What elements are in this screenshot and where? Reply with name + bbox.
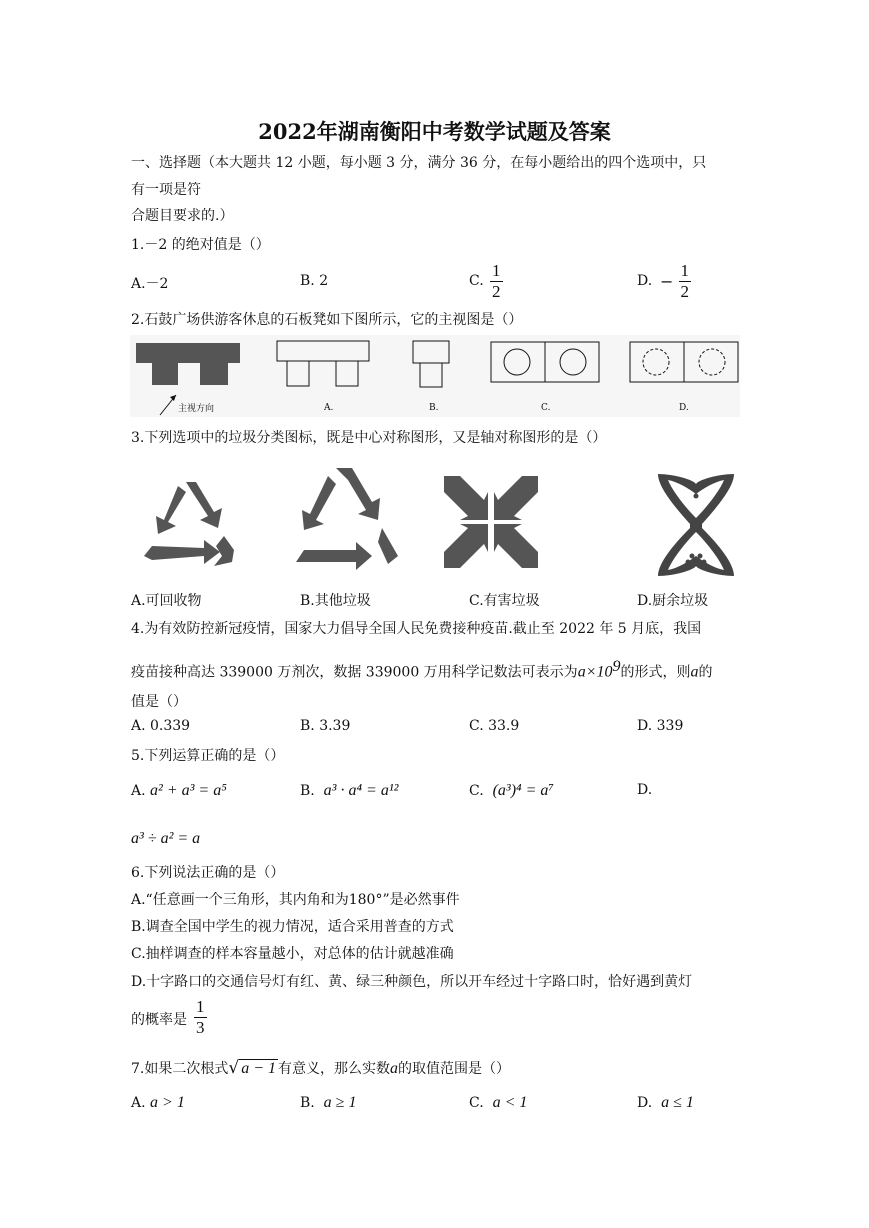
q1-option-b: B. 2 bbox=[300, 273, 329, 289]
q5-option-b bbox=[300, 782, 398, 800]
q5-option-d-expr: a³ ÷ a² = a bbox=[131, 830, 201, 847]
q4-exponent: 9 bbox=[612, 658, 621, 675]
q7-option-c-expr: a < 1 bbox=[492, 1094, 528, 1111]
triangle-arrow-bottom bbox=[296, 542, 372, 570]
other-waste-icon bbox=[292, 466, 402, 578]
q6-option-d-line1: D.十字路口的交通信号灯有红、黄、绿三种颜色，所以开车经过十字路口时，恰好遇到黄灯 bbox=[131, 974, 693, 990]
direction-arrow-head bbox=[170, 395, 176, 401]
q4-option-d: D. 339 bbox=[637, 718, 684, 734]
fraction-denominator: 3 bbox=[196, 1018, 205, 1037]
q6-option-d-line2: 的概率是 bbox=[131, 1012, 187, 1028]
section-header-line1: 一、选择题（本大题共 12 小题，每小题 3 分，满分 36 分，在每小题给出的四个选项中，只 bbox=[131, 155, 707, 171]
q2-option-a-figure bbox=[276, 340, 371, 390]
top-block bbox=[413, 341, 449, 363]
q6-stem: 6.下列说法正确的是（） bbox=[131, 865, 285, 881]
left-circle bbox=[504, 349, 530, 375]
q4-line3: 值是（） bbox=[131, 694, 187, 710]
right-circle bbox=[560, 349, 586, 375]
dot bbox=[702, 560, 707, 565]
q7-option-d-label: D. bbox=[637, 1095, 653, 1111]
q2-direction-label: 主视方向 bbox=[178, 404, 215, 414]
q6-option-b: B.调查全国中学生的视力情况，适合采用普查的方式 bbox=[131, 919, 454, 935]
q7-variable: a bbox=[390, 1060, 398, 1077]
q4-line2 bbox=[131, 657, 712, 683]
recycle-arrow-right bbox=[186, 482, 222, 528]
dot bbox=[694, 486, 699, 491]
q2-option-d-label: D. bbox=[679, 403, 689, 413]
q5-option-c bbox=[469, 782, 554, 800]
q3-option-d: D.厨余垃圾 bbox=[637, 593, 709, 609]
dot bbox=[698, 554, 703, 559]
q7-stem bbox=[131, 1058, 510, 1079]
triangle-arrow-left bbox=[302, 476, 336, 530]
q5-option-b-label: B. bbox=[300, 783, 315, 799]
bench-shape bbox=[136, 343, 240, 385]
recycle-icon bbox=[138, 476, 244, 576]
q5-option-d bbox=[131, 828, 200, 848]
fraction-numerator: 1 bbox=[492, 261, 501, 280]
q4-line2-pre: 疫苗接种高达 339000 万剂次，数据 339000 万用科学记数法可表示为 bbox=[131, 664, 578, 681]
q7-option-a-expr: a > 1 bbox=[150, 1094, 185, 1111]
dot bbox=[694, 494, 699, 499]
arrow-top-right bbox=[494, 476, 538, 520]
fraction-numerator: 1 bbox=[680, 261, 689, 280]
q5-option-c-label: C. bbox=[469, 783, 484, 799]
arrow-top-left bbox=[444, 476, 488, 520]
minus-sign: − bbox=[660, 272, 674, 291]
q3-option-b: B.其他垃圾 bbox=[300, 593, 371, 609]
q4-line1: 4.为有效防控新冠疫情，国家大力倡导全国人民免费接种疫苗.截止至 2022 年 5 月底，我国 bbox=[131, 621, 702, 637]
q7-stem-post: 的取值范围是（） bbox=[398, 1061, 510, 1077]
arrow-bottom-left bbox=[444, 524, 488, 568]
dot bbox=[686, 560, 691, 565]
recycle-arrow-left bbox=[156, 486, 186, 534]
dot bbox=[690, 554, 695, 559]
q3-stem: 3.下列选项中的垃圾分类图标，既是中心对称图形，又是轴对称图形的是（） bbox=[131, 430, 607, 446]
q7-option-c bbox=[469, 1094, 527, 1112]
q5-option-a-expr: a² + a³ = a⁵ bbox=[150, 782, 227, 799]
q7-option-d-expr: a ≤ 1 bbox=[661, 1094, 694, 1111]
right-leg bbox=[336, 361, 358, 386]
sqrt-icon: √ bbox=[228, 1058, 240, 1078]
arrow-bottom-right bbox=[494, 524, 538, 568]
q2-option-b-label: B. bbox=[429, 403, 439, 413]
left-dashed-circle bbox=[643, 349, 669, 375]
q2-option-a-label: A. bbox=[324, 403, 334, 413]
section-header-line2: 有一项是符 bbox=[131, 182, 201, 198]
q7-stem-pre: 7.如果二次根式 bbox=[131, 1061, 229, 1077]
q6-option-a: A.“任意画一个三角形，其内角和为180°”是必然事件 bbox=[131, 892, 460, 908]
q5-stem: 5.下列运算正确的是（） bbox=[131, 748, 285, 764]
left-leg bbox=[287, 361, 309, 386]
q2-option-b-figure bbox=[412, 340, 452, 390]
q6-option-d-fraction bbox=[194, 997, 207, 1038]
q1-option-a: A.－2 bbox=[131, 276, 169, 292]
q1-stem: 1.－2 的绝对值是（） bbox=[131, 237, 270, 253]
q7-radicand: a − 1 bbox=[241, 1060, 276, 1077]
q1-option-c-fraction bbox=[490, 261, 503, 302]
q5-option-a-label: A. bbox=[131, 783, 146, 799]
q2-stem: 2.石鼓广场供游客休息的石板凳如下图所示，它的主视图是（） bbox=[131, 312, 523, 328]
q3-option-c: C.有害垃圾 bbox=[469, 593, 540, 609]
fraction-numerator: 1 bbox=[196, 997, 205, 1016]
top-slab bbox=[277, 341, 369, 361]
q7-option-b bbox=[300, 1094, 356, 1112]
q5-option-a bbox=[131, 782, 227, 800]
q4-variable: a bbox=[690, 663, 699, 681]
q7-option-b-label: B. bbox=[300, 1095, 315, 1111]
q5-option-c-expr: (a³)⁴ = a⁷ bbox=[492, 782, 554, 799]
q6-option-c: C.抽样调查的样本容量越小，对总体的估计就越准确 bbox=[131, 946, 454, 962]
q1-option-c-label: C. bbox=[469, 273, 484, 289]
q2-option-c-figure bbox=[490, 341, 602, 385]
q4-option-b: B. 3.39 bbox=[300, 718, 351, 734]
right-dashed-circle bbox=[699, 349, 725, 375]
q5-option-d-label: D. bbox=[637, 782, 653, 798]
fraction-denominator: 2 bbox=[680, 282, 689, 301]
kitchen-waste-icon bbox=[654, 470, 738, 580]
q7-stem-mid: 有意义，那么实数 bbox=[278, 1061, 390, 1077]
q1-option-d-label: D. bbox=[637, 273, 653, 289]
q4-option-c: C. 33.9 bbox=[469, 718, 520, 734]
q7-option-c-label: C. bbox=[469, 1095, 484, 1111]
q7-option-a-label: A. bbox=[131, 1095, 146, 1111]
q4-line2-mid: 的形式，则 bbox=[620, 664, 691, 681]
q7-option-b-expr: a ≥ 1 bbox=[323, 1094, 357, 1111]
q4-option-a: A. 0.339 bbox=[131, 718, 191, 734]
q5-option-b-expr: a³ · a⁴ = a¹² bbox=[323, 782, 399, 799]
triangle-arrow-corner bbox=[378, 528, 398, 564]
q2-option-d-figure bbox=[629, 341, 741, 385]
fraction-denominator: 2 bbox=[492, 282, 501, 301]
q2-option-c-label: C. bbox=[541, 403, 551, 413]
hazardous-waste-icon bbox=[440, 472, 542, 572]
q4-line2-post: 的 bbox=[698, 664, 713, 681]
triangle-arrow-right bbox=[336, 468, 380, 520]
q7-option-a bbox=[131, 1094, 185, 1112]
q7-option-d bbox=[637, 1094, 694, 1112]
q1-option-d-fraction bbox=[660, 261, 691, 302]
recycle-arrow-bottom bbox=[144, 540, 220, 564]
leg-block bbox=[420, 363, 442, 387]
q4-expression: a×10 bbox=[577, 663, 613, 681]
q3-option-a: A.可回收物 bbox=[131, 593, 202, 609]
section-header-line3: 合题目要求的.） bbox=[131, 208, 234, 224]
dot bbox=[694, 560, 699, 565]
page-title: 2022年湖南衡阳中考数学试题及答案 bbox=[258, 119, 611, 144]
